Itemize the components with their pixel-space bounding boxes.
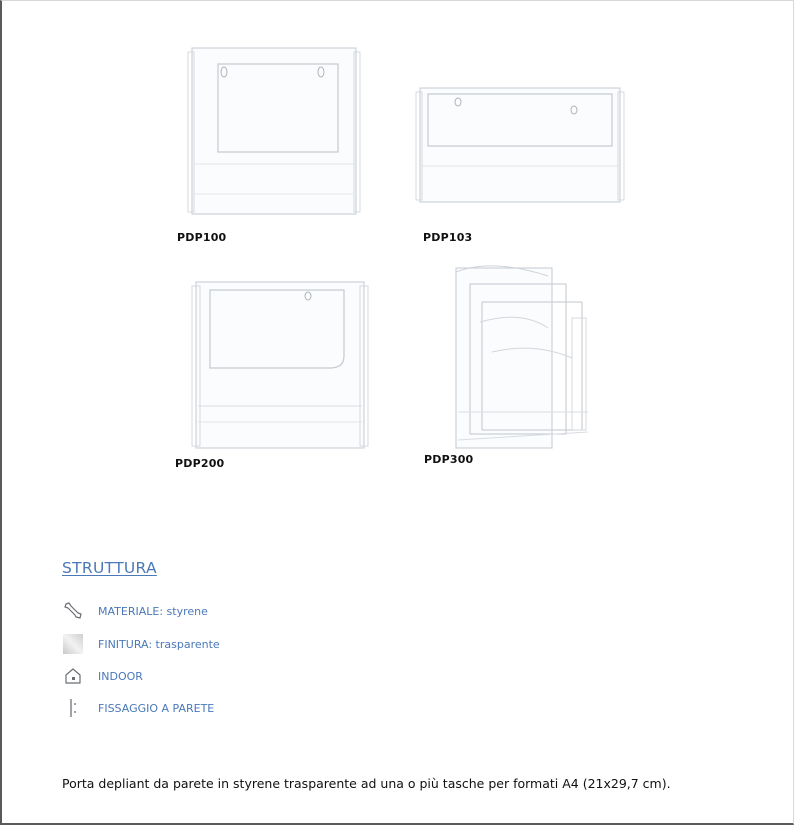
product-pdp200-image: [190, 276, 370, 452]
product-pdp103-image: [414, 84, 626, 206]
spec-finish-label: FINITURA: trasparente: [98, 637, 220, 651]
spec-wall-mount-label: FISSAGGIO A PARETE: [98, 701, 215, 715]
product-code-pdp103: PDP103: [423, 231, 473, 244]
spec-finish: [62, 633, 220, 655]
spec-material: [62, 600, 208, 622]
product-code-pdp100: PDP100: [177, 231, 227, 244]
product-code-pdp200: PDP200: [175, 457, 225, 470]
finish-swatch-icon: [62, 633, 84, 655]
wrench-icon: [62, 600, 84, 622]
product-description: Porta depliant da parete in styrene trasparente ad una o più tasche per formati A4 (21x29,7 cm).: [62, 776, 671, 791]
spec-indoor: [62, 665, 143, 687]
wall-mount-icon: [62, 697, 84, 719]
product-pdp100-image: [186, 44, 362, 220]
spec-material-label: MATERIALE: styrene: [98, 604, 208, 618]
product-code-pdp300: PDP300: [424, 453, 474, 466]
spec-wall-mount: [62, 697, 214, 719]
structure-section-title: STRUTTURA: [62, 559, 157, 577]
house-icon: [62, 665, 84, 687]
product-pdp300-image: [452, 262, 592, 452]
spec-indoor-label: INDOOR: [98, 669, 143, 683]
